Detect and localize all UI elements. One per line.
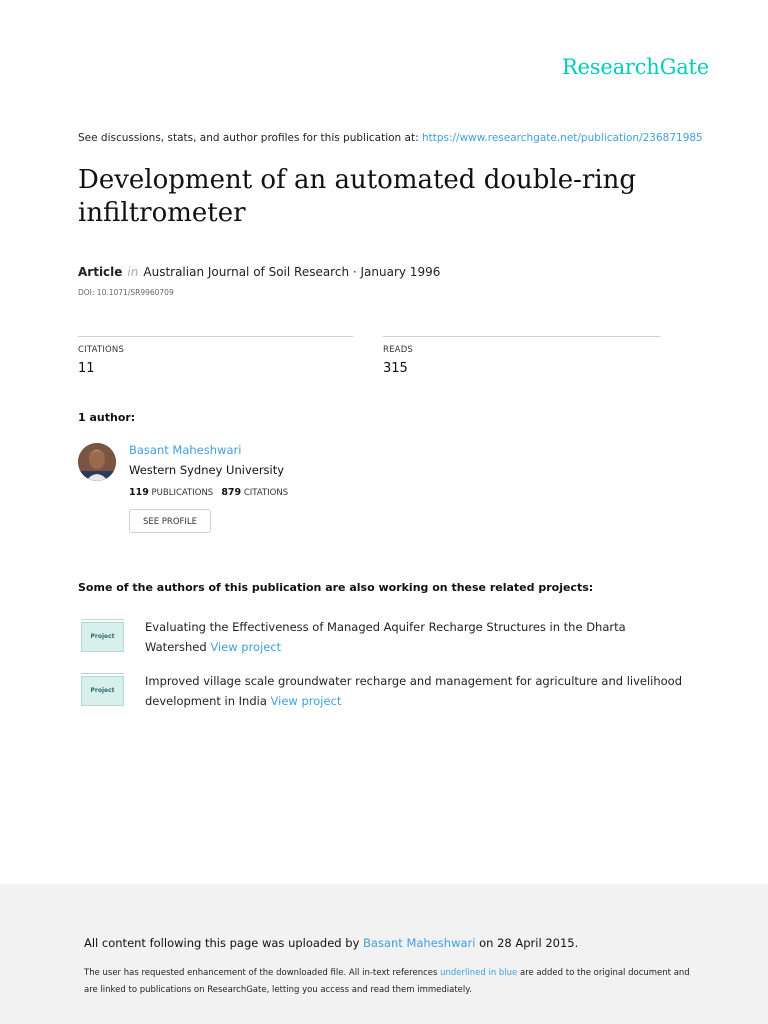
project-icon — [81, 676, 124, 706]
authors-heading: 1 author: — [78, 411, 136, 424]
citations-value: 11 — [78, 361, 95, 376]
project-title: Improved village scale groundwater recharge and management for agriculture and livelihood development in India — [145, 674, 683, 708]
doi: DOI: 10.1071/SR9960709 — [78, 288, 174, 297]
projects-heading: Some of the authors of this publication are also working on these related projects: — [78, 581, 594, 594]
author-avatar[interactable] — [78, 443, 116, 481]
author-citations-label: CITATIONS — [243, 488, 289, 498]
researchgate-logo[interactable]: ResearchGate — [561, 55, 709, 79]
in-word: in — [127, 265, 139, 279]
project-title: Evaluating the Effectiveness of Managed Aquifer Recharge Structures in the Dharta Watershed — [145, 620, 626, 654]
uploader-link[interactable]: Basant Maheshwari — [363, 936, 476, 950]
citations-stat — [78, 336, 353, 376]
upload-line — [84, 936, 578, 950]
author-publications-label: PUBLICATIONS — [151, 488, 214, 498]
reads-stat — [383, 336, 660, 376]
author-stats — [129, 487, 288, 498]
upload-prefix: All content following this page was uploaded by — [84, 936, 364, 950]
project-item — [145, 671, 690, 711]
underlined-in-blue-link[interactable]: underlined in blue — [440, 968, 518, 978]
author-name-link[interactable]: Basant Maheshwari — [129, 443, 242, 457]
note-prefix: The user has requested enhancement of the downloaded file. All in-text references — [84, 968, 441, 978]
author-publications-count: 119 — [129, 487, 149, 498]
discussion-text: See discussions, stats, and author profiles for this publication at: — [78, 132, 422, 144]
publication-url-link[interactable]: https://www.researchgate.net/publication/236871985 — [421, 132, 703, 144]
citations-label: CITATIONS — [78, 345, 125, 355]
enhancement-note — [84, 965, 704, 999]
view-project-link[interactable]: View project — [270, 694, 342, 708]
project-icon-label: Project — [90, 633, 115, 640]
project-icon-tab — [81, 619, 124, 624]
author-institution: Western Sydney University — [129, 463, 285, 477]
note-suffix: are added to the original document and are linked to publications on ResearchGate, letting you access and read them immediately. — [84, 968, 690, 995]
footer — [0, 884, 768, 1024]
view-project-link[interactable]: View project — [210, 640, 282, 654]
upload-suffix: on 28 April 2015. — [475, 936, 579, 950]
discussion-line — [78, 132, 703, 144]
project-icon-label: Project — [90, 687, 115, 694]
reads-label: READS — [383, 345, 414, 355]
see-profile-button[interactable]: SEE PROFILE — [129, 509, 211, 533]
project-icon-tab — [81, 673, 124, 678]
reads-value: 315 — [383, 361, 408, 376]
journal-date: Australian Journal of Soil Research · January 1996 — [143, 265, 441, 279]
project-item — [145, 617, 690, 657]
publication-title: Development of an automated double-ring infiltrometer — [78, 165, 637, 228]
author-citations-count: 879 — [221, 487, 242, 498]
publication-type: Article — [78, 265, 123, 279]
publication-meta — [78, 265, 440, 279]
project-icon — [81, 622, 124, 652]
avatar-image — [78, 443, 116, 481]
